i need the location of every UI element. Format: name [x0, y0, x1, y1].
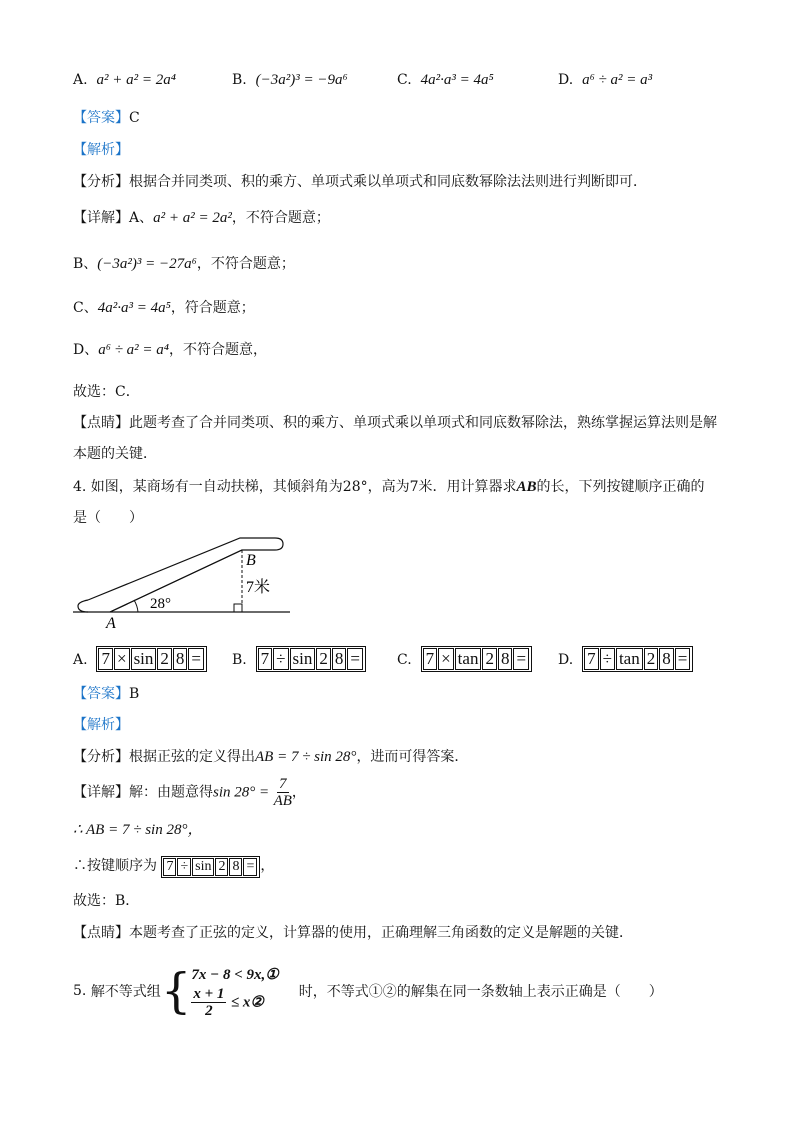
q4-dianjing: 【点睛】本题考查了正弦的定义，计算器的使用，正确理解三角函数的定义是解题的关键．: [73, 925, 633, 941]
q3-option-b-expr: (−3a²)³ = −9a⁶: [255, 72, 348, 88]
key-sequence-c: 7 × tan 2 8 =: [421, 646, 532, 672]
q3-analysis-tag: 【解析】: [73, 142, 129, 158]
q5-stem: 5. 解不等式组 { 7x − 8 < 9x,① $\frac{x + 1}{2}$ ≤ x② 时，不等式①②的解集在同一条数轴上表示正确是（ ）: [73, 963, 663, 1019]
q3-answer: 【答案】C: [73, 110, 140, 126]
label-height: 7米: [246, 579, 271, 596]
key-sequence-a: 7 × sin 2 8 =: [96, 646, 207, 672]
q3-detail-b: B、(−3a²)³ = −27a⁶，不符合题意；: [73, 256, 295, 272]
q3-dianjing-cont: 本题的关键．: [73, 446, 157, 462]
q4-stem: 4. 如图，某商场有一自动扶梯，其倾斜角为28°，高为7米．用计算器求AB的长，下列按键顺序正确的: [73, 479, 705, 495]
q4-stem-cont: 是（ ）: [73, 510, 143, 526]
q4-fenxi: 【分析】根据正弦的定义得出AB = 7 ÷ sin 28°，进而可得答案．: [73, 749, 469, 765]
key-sequence-b: 7 ÷ sin 2 8 =: [256, 646, 366, 672]
q3-option-c-expr: 4a²·a³ = 4a⁵: [420, 72, 494, 88]
q4-detail-2: ∴ AB = 7 ÷ sin 28°，: [73, 822, 203, 838]
q4-choose: 故选：B．: [73, 893, 140, 909]
q3-option-c: C. 4a²·a³ = 4a⁵: [397, 72, 494, 88]
q3-detail-c: C、4a²·a³ = 4a⁵，符合题意；: [73, 300, 255, 316]
escalator-figure: [70, 530, 300, 630]
q3-choose: 故选：C．: [73, 384, 140, 400]
key-sequence-d: 7 ÷ tan 2 8 =: [582, 646, 693, 672]
key-sequence-answer: 7 ÷ sin 2 8 =: [161, 856, 260, 878]
q4-option-a: A. 7 × sin 2 8 =: [73, 646, 207, 672]
q3-option-b: B. (−3a²)³ = −9a⁶: [232, 72, 348, 88]
q3-option-d-expr: a⁶ ÷ a² = a³: [582, 72, 653, 88]
label-b: B: [246, 552, 256, 569]
q4-answer: 【答案】B: [73, 686, 140, 702]
q3-option-a-expr: a² + a² = 2a⁴: [96, 72, 176, 88]
q3-fenxi: 【分析】根据合并同类项、积的乘方、单项式乘以单项式和同底数幂除法法则进行判断即可．: [73, 174, 647, 190]
q3-option-a: A. a² + a² = 2a⁴: [73, 72, 176, 88]
q3-detail-d: D、a⁶ ÷ a² = a⁴，不符合题意，: [73, 342, 268, 358]
q4-detail-1: 【详解】解：由题意得sin 28° = $\frac{7}{AB}$ ，: [73, 776, 306, 809]
q4-analysis-tag: 【解析】: [73, 717, 129, 733]
label-a: A: [106, 615, 116, 630]
q4-detail-3: ∴按键顺序为 7 ÷ sin 2 8 = ，: [73, 855, 274, 878]
q4-option-c: C. 7 × tan 2 8 =: [397, 646, 532, 672]
q4-option-b: B. 7 ÷ sin 2 8 =: [232, 646, 366, 672]
q3-option-d: D. a⁶ ÷ a² = a³: [558, 72, 653, 88]
q3-dianjing: 【点睛】此题考查了合并同类项、积的乘方、单项式乘以单项式和同底数幂除法，熟练掌握运算法则是解: [73, 415, 717, 431]
inequality-system: 7x − 8 < 9x,① $\frac{x + 1}{2}$ ≤ x②: [191, 966, 279, 1019]
label-angle: 28°: [150, 596, 171, 612]
q3-detail-a: 【详解】A、a² + a² = 2a²，不符合题意；: [73, 210, 330, 226]
q4-option-d: D. 7 ÷ tan 2 8 =: [558, 646, 693, 672]
